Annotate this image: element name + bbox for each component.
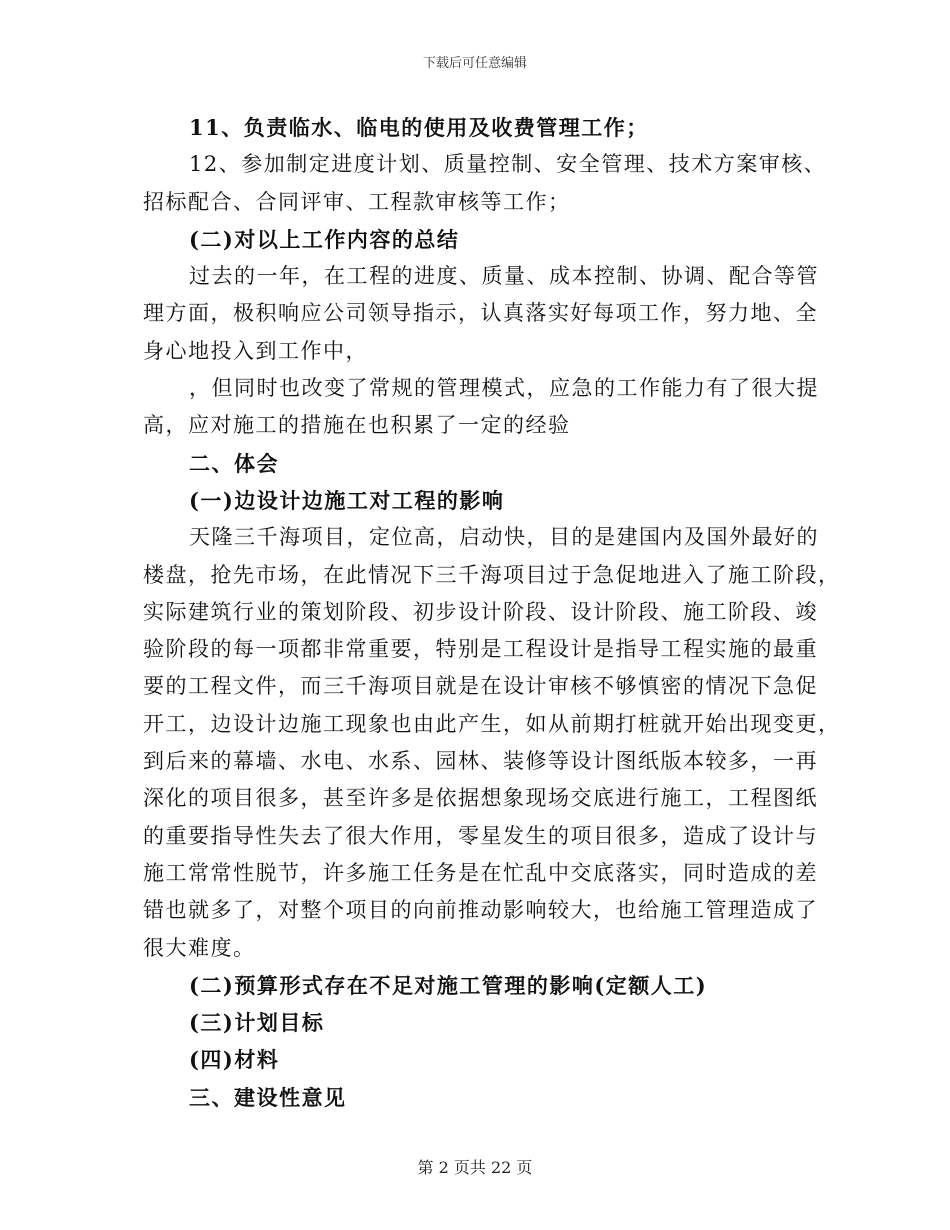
document-body: [143, 109, 841, 1116]
paragraph-line: 到后来的幕墙、水电、水系、园林、装修等设计图纸版本较多，一再: [143, 749, 818, 774]
paragraph-line: 12、参加制定进度计划、质量控制、安全管理、技术方案审核、: [189, 152, 827, 177]
paragraph-line: 要的工程文件，而三千海项目就是在设计审核不够慎密的情况下急促: [143, 674, 818, 699]
paragraph-line: 楼盘，抢先市场，在此情况下三千海项目过于急促地进入了施工阶段，: [143, 562, 841, 587]
paragraph-line: ，但同时也改变了常规的管理模式，应急的工作能力有了很大提: [189, 376, 819, 401]
paragraph-line: 施工常常性脱节，许多施工任务是在忙乱中交底落实，同时造成的差: [143, 860, 818, 885]
paragraph-line: 过去的一年，在工程的进度、质量、成本控制、协调、配合等管: [189, 264, 819, 289]
section-heading-line: (二)预算形式存在不足对施工管理的影响(定额人工): [189, 972, 708, 998]
paragraph-line: 高，应对施工的措施在也积累了一定的经验: [143, 413, 571, 438]
section-heading-line: (三)计划目标: [189, 1010, 325, 1036]
section-heading-line: 三、建设性意见: [189, 1084, 347, 1110]
section-heading-line: 11、负责临水、临电的使用及收费管理工作；: [189, 115, 649, 140]
page-header-note: 下载后可任意编辑: [422, 56, 527, 71]
paragraph-line: 的重要指导性失去了很大作用，零星发生的项目很多，造成了设计与: [143, 823, 818, 848]
page-number: 第 2 页共 22 页: [417, 1158, 533, 1177]
section-heading-line: 二、体会: [189, 450, 279, 476]
paragraph-line: 错也就多了，对整个项目的向前推动影响较大，也给施工管理造成了: [143, 898, 818, 923]
section-heading-line: (四)材料: [189, 1047, 280, 1073]
paragraph-line: 验阶段的每一项都非常重要，特别是工程设计是指导工程实施的最重: [143, 637, 818, 662]
section-heading-line: (一)边设计边施工对工程的影响: [189, 487, 505, 513]
section-heading-line: (二)对以上工作内容的总结: [189, 226, 460, 252]
paragraph-line: 深化的项目很多，甚至许多是依据想象现场交底进行施工，工程图纸: [143, 786, 818, 811]
paragraph-line: 身心地投入到工作中，: [143, 338, 368, 363]
paragraph-line: 很大难度。: [143, 935, 256, 960]
paragraph-line: 开工，边设计边施工现象也由此产生，如从前期打桩就开始出现变更，: [143, 711, 841, 736]
paragraph-line: 招标配合、合同评审、工程款审核等工作；: [143, 189, 571, 214]
paragraph-line: 理方面，极积响应公司领导指示，认真落实好每项工作，努力地、全: [143, 301, 818, 326]
paragraph-line: 天隆三千海项目，定位高，启动快，目的是建国内及国外最好的: [189, 525, 819, 550]
paragraph-line: 实际建筑行业的策划阶段、初步设计阶段、设计阶段、施工阶段、竣: [143, 599, 818, 624]
